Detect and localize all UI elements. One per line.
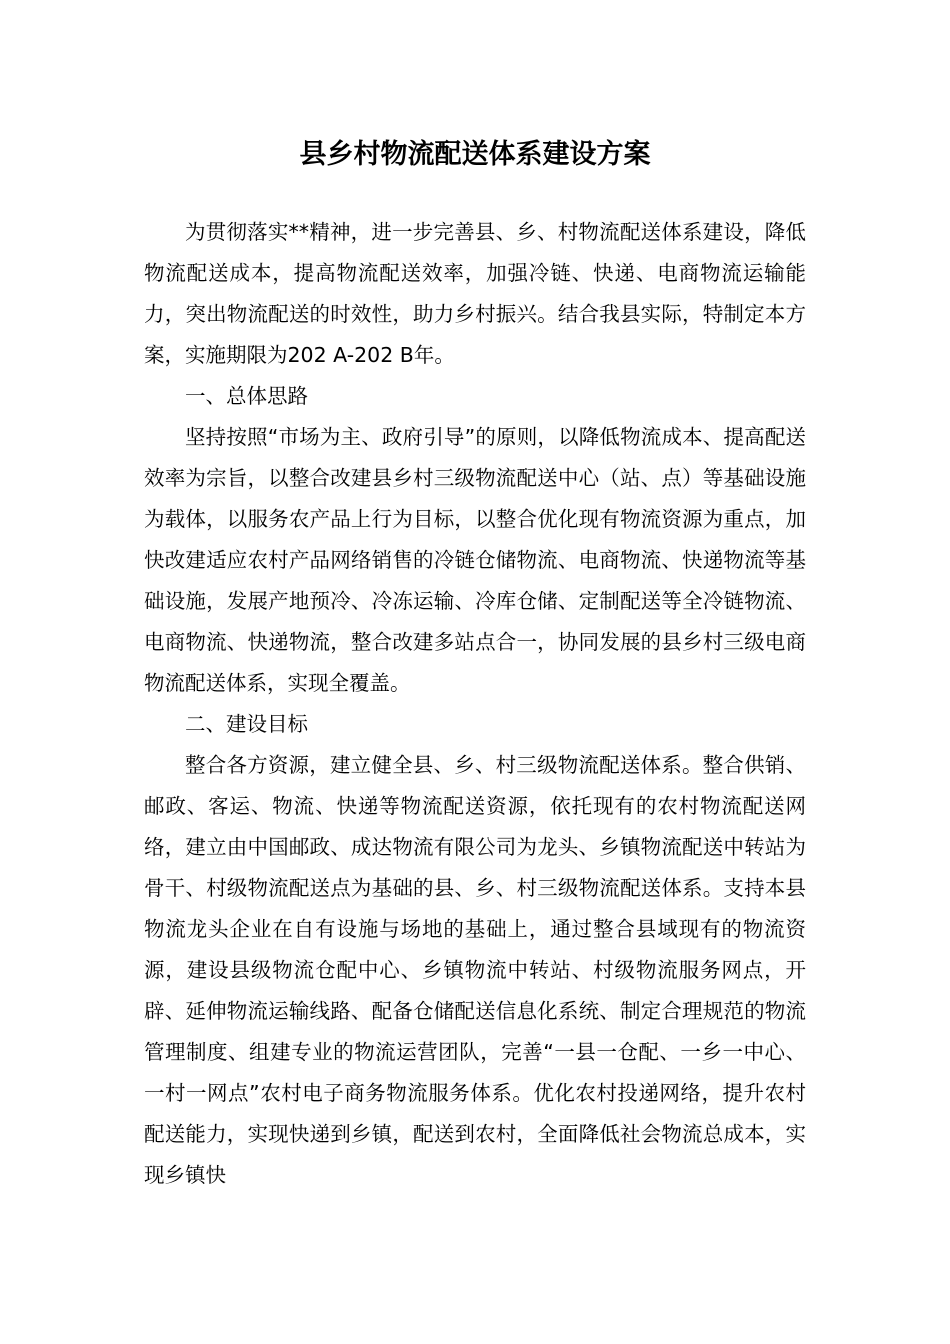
document-body bbox=[144, 212, 806, 1196]
section-heading-overall-approach: 一、总体思路 bbox=[185, 384, 308, 408]
section-heading-construction-goals: 二、建设目标 bbox=[185, 712, 308, 736]
paragraph-overall-approach: 坚持按照“市场为主、政府引导”的原则，以降低物流成本、提高配送效率为宗旨，以整合改建县乡村三级物流配送中心（站、点）等基础设施为载体，以服务农产品上行为目标，以整合优化现有物流资源为重点，加快改建适应农村产品网络销售的冷链仓储物流、电商物流、快递物流等基础设施，发展产地预冷、冷冻运输、冷库仓储、定制配送等全冷链物流、电商物流、快递物流，整合改建多站点合一，协同发展的县乡村三级电商物流配送体系，实现全覆盖。 bbox=[144, 425, 806, 695]
paragraph-intro: 为贯彻落实**精神，进一步完善县、乡、村物流配送体系建设，降低物流配送成本，提高物流配送效率，加强冷链、快递、电商物流运输能力，突出物流配送的时效性，助力乡村振兴。结合我县实际，特制定本方案，实施期限为202 A-202 B年。 bbox=[144, 220, 806, 367]
paragraph-construction-goals: 整合各方资源，建立健全县、乡、村三级物流配送体系。整合供销、邮政、客运、物流、快递等物流配送资源，依托现有的农村物流配送网络，建立由中国邮政、成达物流有限公司为龙头、乡镇物流配送中转站为骨干、村级物流配送点为基础的县、乡、村三级物流配送体系。支持本县物流龙头企业在自有设施与场地的基础上，通过整合县域现有的物流资源，建设县级物流仓配中心、乡镇物流中转站、村级物流服务网点，开辟、延伸物流运输线路、配备仓储配送信息化系统、制定合理规范的物流管理制度、组建专业的物流运营团队，完善“一县一仓配、一乡一中心、一村一网点”农村电子商务物流服务体系。优化农村投递网络，提升农村配送能力，实现快递到乡镇，配送到农村，全面降低社会物流总成本，实现乡镇快 bbox=[144, 753, 806, 1187]
document-title: 县乡村物流配送体系建设方案 bbox=[299, 139, 651, 170]
